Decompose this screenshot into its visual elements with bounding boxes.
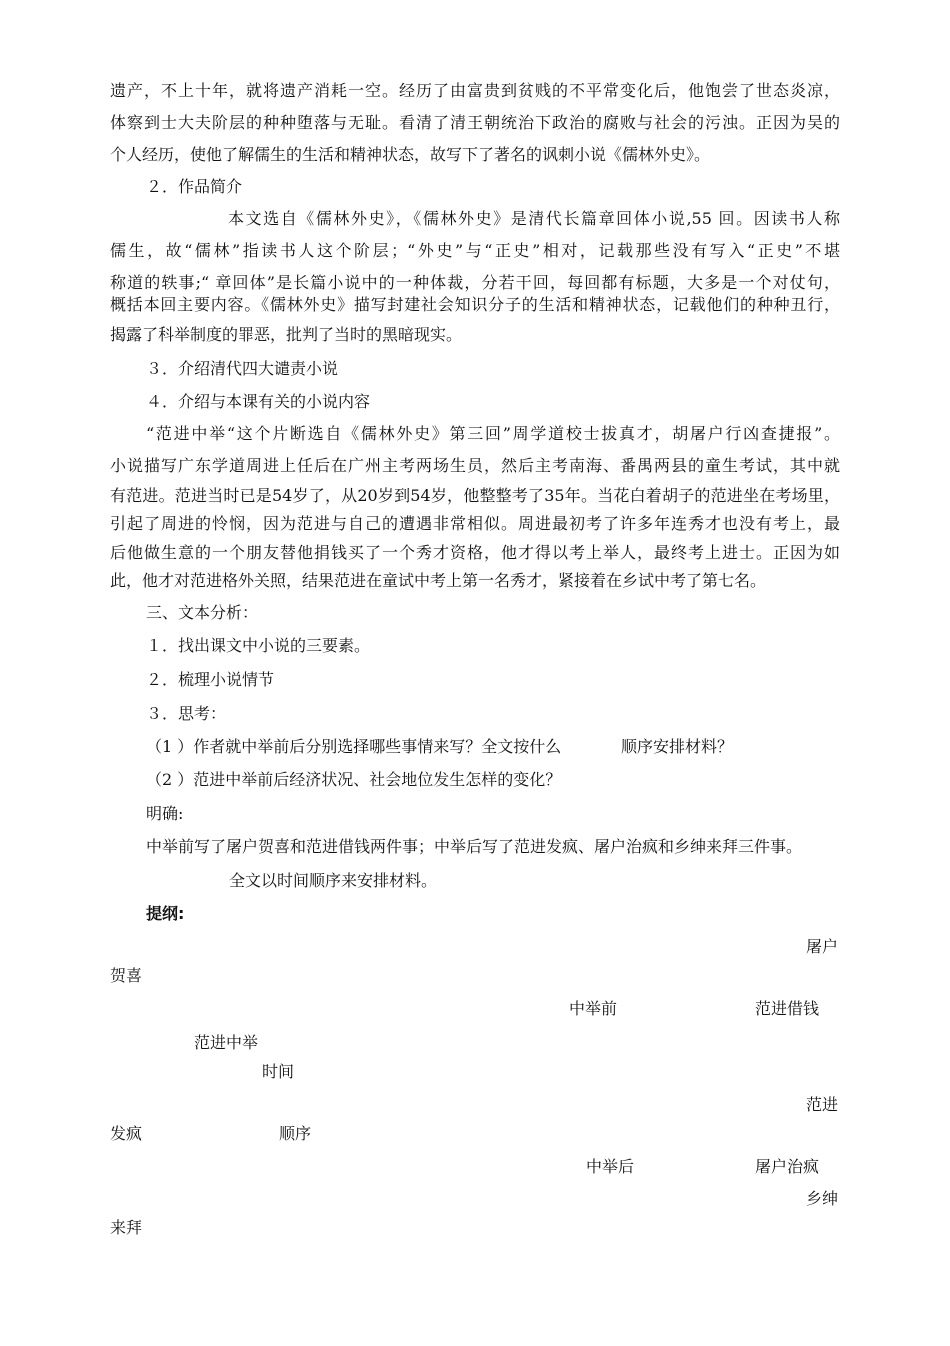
paragraph-line: 小说描写广东学道周进上任后在广州主考两场生员，然后主考南海、番禺两县的童生考试，其中就 [110,456,840,475]
paragraph-line: 此，他才对范进格外关照，结果范进在童试中考上第一名秀才，紧接着在乡试中考了第七名。 [110,571,767,590]
paragraph-line: 揭露了科举制度的罪恶，批判了当时的黑暗现实。 [110,325,463,344]
clarify-label: 明确: [146,804,184,823]
outline-node: 屠户治疯 [755,1157,820,1176]
outline-node: 范进 [806,1095,839,1114]
outline-node: 来拜 [110,1218,143,1237]
outline-node: 中举后 [586,1157,635,1176]
outline-node: 范进借钱 [755,999,820,1018]
paragraph-line: 本文选自《儒林外史》，《儒林外史》是清代长篇章回体小说,55 回。因读书人称 [228,209,840,228]
outline-node: 贺喜 [110,966,143,985]
paragraph-line: 后他做生意的一个朋友替他捐钱买了一个秀才资格，他才得以考上举人，最终考上进士。正因为如 [110,543,840,562]
paragraph-line: 概括本回主要内容。《儒林外史》描写封建社会知识分子的生活和精神状态，记载他们的种种丑行， [110,295,840,314]
question-text: 顺序安排材料？ [621,737,734,756]
question-text: （2 ）范进中举前后经济状况、社会地位发生怎样的变化？ [146,770,562,789]
paragraph-line: 有范进。范进当时已是54岁了，从20岁到54岁，他整整考了35年。当花白着胡子的范进坐在考场里， [110,486,840,505]
outline-node: 时间 [262,1062,295,1081]
section-heading: ２．作品简介 [146,177,243,196]
paragraph-line: 引起了周进的怜悯，因为范进与自己的遭遇非常相似。周进最初考了许多年连秀才也没有考上，最 [110,514,840,533]
question-text: （1 ）作者就中举前后分别选择哪些事情来写？全文按什么 [146,737,562,756]
analysis-item: ３．思考： [146,704,227,723]
paragraph-line: 称道的轶事;“ 章回体”是长篇小说中的一种体裁，分若干回，每回都有标题，大多是一个对仗句， [110,273,840,292]
outline-node: 乡绅 [806,1189,839,1208]
analysis-item: ２．梳理小说情节 [146,670,275,689]
answer-text: 中举前写了屠户贺喜和范进借钱两件事；中举后写了范进发疯、屠户治疯和乡绅来拜三件事。 [146,837,803,856]
paragraph-line: “范进中举“这个片断选自《儒林外史》第三回”周学道校士拔真才，胡屠户行凶查捷报”。 [146,424,840,443]
outline-node: 顺序 [279,1124,312,1143]
outline-label: 提纲: [146,904,185,923]
outline-node: 发疯 [110,1124,143,1143]
paragraph-line: 遗产，不上十年，就将遗产消耗一空。经历了由富贵到贫贱的不平常变化后，他饱尝了世态炎凉， [110,81,840,100]
outline-node: 范进中举 [194,1033,259,1052]
section-heading: ４．介绍与本课有关的小说内容 [146,392,371,411]
paragraph-line: 个人经历，使他了解儒生的生活和精神状态，故写下了著名的讽刺小说《儒林外史》。 [110,145,711,164]
part-heading: 三、文本分析： [146,603,259,622]
analysis-item: １．找出课文中小说的三要素。 [146,636,371,655]
outline-node: 屠户 [806,937,839,956]
paragraph-line: 儒生，故“儒林”指读书人这个阶层；“外史”与“正史”相对，记载那些没有写入“正史”不堪 [110,241,840,260]
paragraph-line: 体察到士大夫阶层的种种堕落与无耻。看清了清王朝统治下政治的腐败与社会的污浊。正因为吴的 [110,113,840,132]
outline-node: 中举前 [569,999,618,1018]
section-heading: ３．介绍清代四大谴责小说 [146,359,339,378]
answer-text: 全文以时间顺序来安排材料。 [229,871,438,890]
